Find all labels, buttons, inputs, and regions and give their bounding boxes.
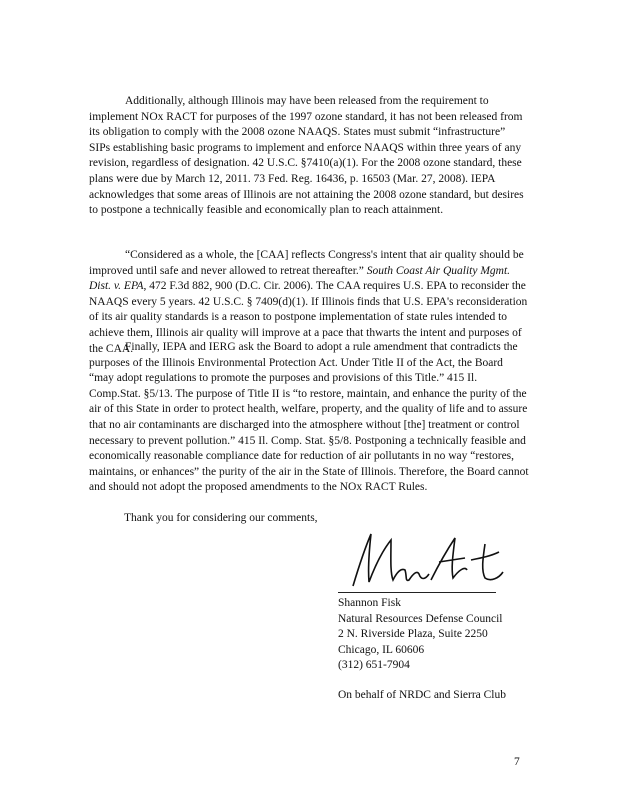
signature-line [338, 592, 496, 593]
signatory-phone: (312) 651-7904 [338, 659, 410, 671]
signature-block [338, 596, 502, 674]
handwritten-signature [335, 530, 535, 592]
paragraph-text: Additionally, although Illinois may have been released from the requirement to implement NOx RACT for purposes of the 1997 ozone standard, it has not been released from its obligation to comply with the 2008 ozone NAAQS. States must submit “infrastructure” SIPs establishing basic programs to implement and enforce NAAQS within three years of any revision, regardless of designation. 42 U.S.C. §7410(a)(1). For the 2008 ozone standard, these plans were due by March 12, 2011. 73 Fed. Reg. 16436, p. 16503 (Mar. 27, 2008). IEPA acknowledges that some areas of Illinois are not attaining the 2008 ozone standard, but desires to postpone a technically feasible and economically plan to reach attainment. [89, 95, 524, 217]
paragraph-text-before: “Considered as a whole, the [CAA] reflects Congress's intent that air quality should be improved until safe and never allowed to retreat thereafter.” [89, 249, 524, 277]
closing-line: Thank you for considering our comments, [124, 512, 318, 524]
signatory-address-line1: 2 N. Riverside Plaza, Suite 2250 [338, 628, 488, 640]
case-citation: South Coast Air Quality Mgmt. Dist. v. EPA [89, 264, 511, 293]
paragraph-nox-ract [89, 94, 529, 219]
signatory-address-line2: Chicago, IL 60606 [338, 643, 425, 656]
paragraph-text: Finally, IEPA and IERG ask the Board to adopt a rule amendment that contradicts the purposes of the Illinois Environmental Protection Act. Under Title II of the Act, the Board “may adopt regulations to promote the purposes and provisions of this Title.” 415 Il. Comp.Stat. §5/13. The purpose of Title II is “to restore, maintain, and enhance the purity of the air of this State in order to protect health, welfare, property, and the quality of life and to assure that no air contaminants are discharged into the atmosphere without [the] treatment or control necessary to prevent pollution.” 415 Il. Comp. Stat. §5/8. Postponing a technically feasible and economically reasonable compliance date for reduction of air pollutants in no way “restores, maintains, or enhances” the purity of the air in the State of Illinois. Therefore, the Board cannot and should not adopt the proposed amendments to the NOx RACT Rules. [89, 341, 529, 494]
page-number: 7 [514, 756, 520, 768]
paragraph-title-ii [89, 340, 529, 496]
paragraph-text-after: , 472 F.3d 882, 900 (D.C. Cir. 2006). The CAA requires U.S. EPA to reconsider the NAAQS every 5 years. 42 U.S.C. § 7409(d)(1). If Illinois finds that U.S. EPA's reconsideration of its air quality standards is a reason to postpone implementation of state rules intended to achieve them, Illinois air quality will improve at a pace that thwarts the intent and purposes of the CAA. [89, 280, 528, 355]
signatory-organization: Natural Resources Defense Council [338, 612, 503, 625]
on-behalf-line: On behalf of NRDC and Sierra Club [338, 689, 506, 701]
signatory-name: Shannon Fisk [338, 597, 401, 609]
